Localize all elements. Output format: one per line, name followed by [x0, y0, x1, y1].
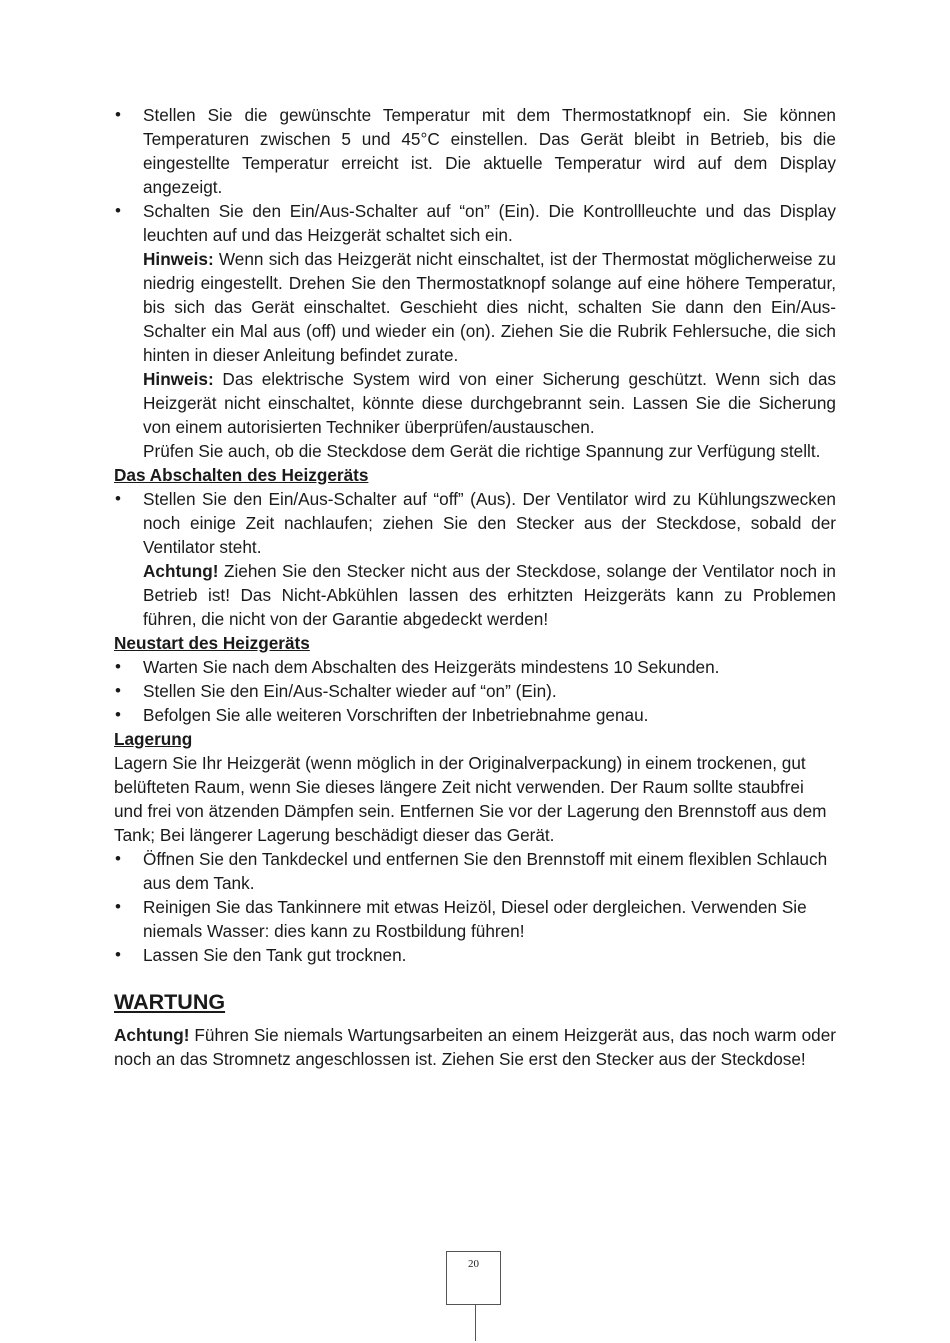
warning-paragraph	[114, 559, 836, 631]
warning-label: Achtung!	[114, 1025, 190, 1045]
list-item: • Stellen Sie den Ein/Aus-Schalter wieder auf “on” (Ein).	[114, 679, 836, 703]
page-content	[114, 103, 836, 1071]
storage-paragraph: Lagern Sie Ihr Heizgerät (wenn möglich in der Originalverpackung) in einem trockenen, gut belüfteten Raum, wenn Sie dieses längere Zeit nicht verwenden. Der Raum sollte staubfrei und frei von ätzenden Dämpfen sein. Entfernen Sie vor der Lagerung den Brennstoff aus dem Tank; Bei längerer Lagerung beschädigt dieser das Gerät.	[114, 753, 827, 845]
warning-text: Führen Sie niemals Wartungsarbeiten an einem Heizgerät aus, das noch warm oder noch an das Stromnetz angeschlossen ist. Ziehen Sie erst den Stecker aus der Steckdose!	[114, 1025, 836, 1069]
warning-label: Achtung!	[143, 561, 219, 581]
note-text: Wenn sich das Heizgerät nicht einschaltet, ist der Thermostat möglicherweise zu niedrig eingestellt. Drehen Sie den Thermostatknopf solange auf eine höhere Temperatur, bis sich das Gerät einschaltet. Geschieht dies nicht, schalten Sie dann den Ein/Aus-Schalter ein Mal aus (off) und wieder ein (on). Ziehen Sie die Rubrik Fehlersuche, die sich hinten in dieser Anleitung befindet zurate.	[143, 249, 836, 365]
maintenance-warning-paragraph	[114, 1023, 836, 1071]
note-label: Hinweis:	[143, 369, 214, 389]
list-item: • Warten Sie nach dem Abschalten des Heizgeräts mindestens 10 Sekunden.	[114, 655, 836, 679]
section-heading-storage: Lagerung	[114, 729, 193, 749]
note-text: Das elektrische System wird von einer Sicherung geschützt. Wenn sich das Heizgerät nicht einschaltet, könnte diese durchgebrannt sein. Lassen Sie die Sicherung von einem autorisierten Techniker überprüfen/austauschen.	[143, 369, 836, 437]
storage-bullet-list	[114, 847, 836, 967]
list-item: • Reinigen Sie das Tankinnere mit etwas Heizöl, Diesel oder dergleichen. Verwenden Sie niemals Wasser: dies kann zu Rostbildung führen!	[114, 895, 836, 943]
socket-check-paragraph: Prüfen Sie auch, ob die Steckdose dem Gerät die richtige Spannung zur Verfügung stellt.	[143, 441, 821, 461]
page-number: 20	[468, 1258, 479, 1270]
page-number-box	[446, 1251, 501, 1305]
note-paragraph	[114, 367, 836, 439]
restart-bullet-list	[114, 655, 836, 727]
intro-bullet-list	[114, 103, 836, 247]
list-item: • Öffnen Sie den Tankdeckel und entfernen Sie den Brennstoff mit einem flexiblen Schlauch aus dem Tank.	[114, 847, 836, 895]
list-item: • Lassen Sie den Tank gut trocknen.	[114, 943, 836, 967]
list-item: • Befolgen Sie alle weiteren Vorschriften der Inbetriebnahme genau.	[114, 703, 836, 727]
list-item: • Schalten Sie den Ein/Aus-Schalter auf “on” (Ein). Die Kontrollleuchte und das Display leuchten auf und das Heizgerät schaltet sich ein.	[114, 199, 836, 247]
section-heading-restart: Neustart des Heizgeräts	[114, 633, 310, 653]
section-heading-maintenance: WARTUNG	[114, 990, 226, 1014]
warning-text: Ziehen Sie den Stecker nicht aus der Steckdose, solange der Ventilator noch in Betrieb ist! Das Nicht-Abkühlen lassen des erhitzten Heizgeräts kann zu Problemen führen, die nicht von der Garantie abgedeckt werden!	[143, 561, 836, 629]
section-heading-shutdown: Das Abschalten des Heizgeräts	[114, 465, 369, 485]
list-item: • Stellen Sie den Ein/Aus-Schalter auf “off” (Aus). Der Ventilator wird zu Kühlungszwecken noch einige Zeit nachlaufen; ziehen Sie den Stecker aus der Steckdose, sobald der Ventilator steht.	[114, 487, 836, 559]
shutdown-bullet-list	[114, 487, 836, 559]
page-number-stem-line	[475, 1305, 476, 1341]
note-paragraph	[114, 247, 836, 367]
list-item: • Stellen Sie die gewünschte Temperatur mit dem Thermostatknopf ein. Sie können Temperaturen zwischen 5 und 45°C einstellen. Das Gerät bleibt in Betrieb, bis die eingestellte Temperatur erreicht ist. Die aktuelle Temperatur wird auf dem Display angezeigt.	[114, 103, 836, 199]
note-label: Hinweis:	[143, 249, 214, 269]
